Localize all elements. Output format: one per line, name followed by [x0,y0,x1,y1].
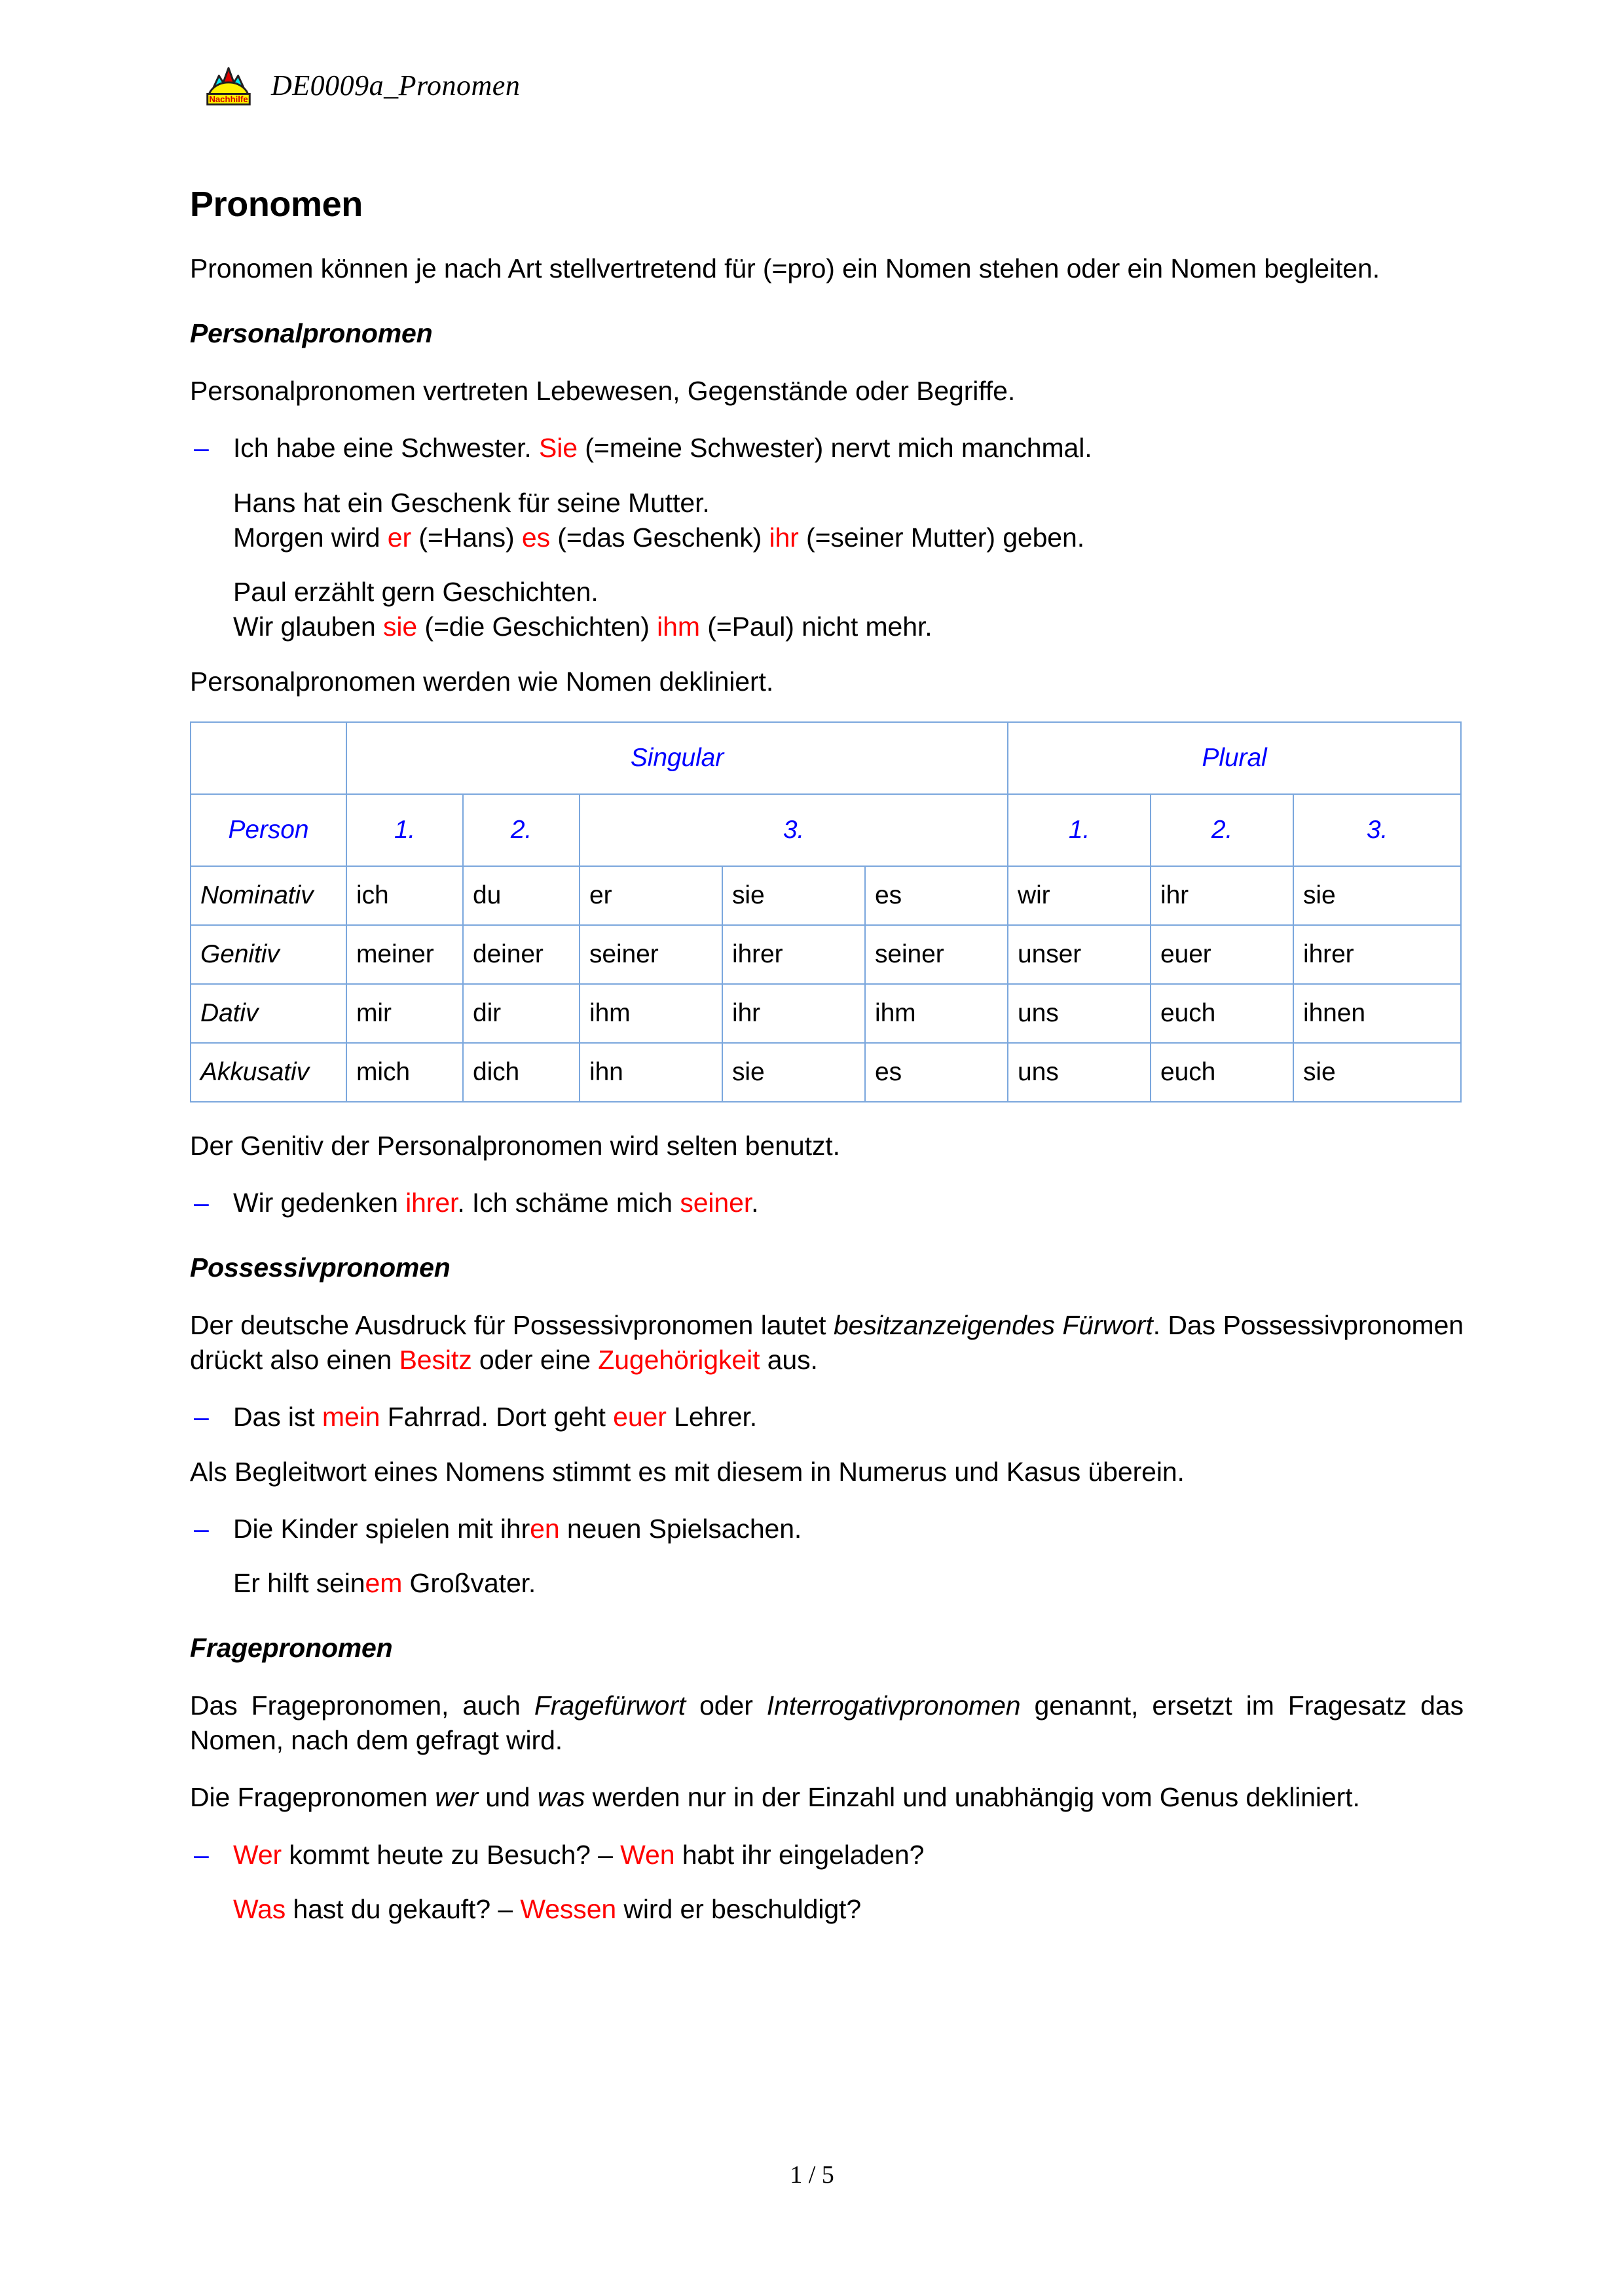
text-fragment: (=seiner Mutter) geben. [798,522,1085,553]
list-item [190,1400,1464,1434]
table-row-person-header [191,794,1461,866]
highlight-token: sie [382,611,418,642]
text-fragment: Morgen wird [233,522,388,553]
possessivpronomen-paragraph [190,1308,1464,1378]
table-row [191,1043,1461,1102]
bullet-dash-icon: – [194,1839,209,1870]
table-cell: dir [463,984,580,1043]
table-cell: euer [1151,925,1293,984]
table-row [191,866,1461,925]
nachhilfe-logo-icon [204,64,253,107]
text-fragment: habt ihr eingeladen? [674,1839,925,1870]
declension-table [190,721,1462,1102]
table-cell: wir [1008,866,1151,925]
highlight-token: en [530,1513,560,1544]
table-header-plural: Plural [1008,722,1461,794]
text-fragment: (=die Geschichten) [417,611,657,642]
table-header-person-3sg: 3. [580,794,1008,866]
table-cell: ihr [1151,866,1293,925]
fragepronomen-paragraph-2 [190,1780,1464,1815]
table-row-label: Akkusativ [191,1043,346,1102]
table-cell: seiner [580,925,722,984]
table-cell: sie [1293,866,1461,925]
page-title: Pronomen [190,185,363,224]
text-fragment: (=meine Schwester) nervt mich manchmal. [578,433,1092,464]
text-fragment: wird er beschuldigt? [616,1893,862,1924]
highlight-token: Besitz [399,1345,472,1376]
text-fragment: . [751,1188,759,1218]
document-body [190,185,1464,1946]
bullet-dash-icon: – [194,1513,209,1544]
table-cell: ihr [722,984,865,1043]
table-header-person: Person [191,794,346,866]
text-fragment: kommt heute zu Besuch? – [282,1839,621,1870]
table-row-label: Genitiv [191,925,346,984]
text-fragment: Ich habe eine Schwester. [233,433,540,464]
highlight-token: mein [322,1402,380,1432]
text-fragment: und [478,1782,538,1813]
table-cell: ihm [865,984,1008,1043]
text-fragment: Die Fragepronomen [190,1782,435,1813]
document-code-label: DE0009a_Pronomen [271,69,521,101]
table-cell: uns [1008,1043,1151,1102]
text-fragment: (=das Geschenk) [550,522,769,553]
italic-term: besitzanzeigendes Fürwort [833,1309,1153,1340]
table-cell: er [580,866,722,925]
example-block [190,486,1464,556]
table-cell: mir [346,984,463,1043]
page-footer [0,2160,1624,2189]
table-header-singular: Singular [346,722,1008,794]
table-cell: ihrer [722,925,865,984]
example-line [233,520,1464,555]
text-fragment: (=Paul) nicht mehr. [699,611,932,642]
example-line: Paul erzählt gern Geschichten. [233,577,599,608]
table-cell: ihnen [1293,984,1461,1043]
text-fragment: hast du gekauft? – [286,1893,521,1924]
text-fragment: . Ich schäme mich [457,1188,680,1218]
table-header-person-1pl: 1. [1008,794,1151,866]
table-cell: dich [463,1043,580,1102]
highlight-token: Sie [539,433,578,464]
bullet-dash-icon: – [194,1188,209,1218]
table-header-person-2sg: 2. [463,794,580,866]
table-cell: uns [1008,984,1151,1043]
section-heading-fragepronomen: Fragepronomen [190,1632,393,1663]
after-table-paragraph: Der Genitiv der Personalpronomen wird selten benutzt. [190,1130,840,1161]
text-fragment: Wir glauben [233,611,383,642]
highlight-token: seiner [680,1188,752,1218]
text-fragment: Großvater. [402,1568,536,1599]
table-cell: es [865,1043,1008,1102]
table-cell: sie [1293,1043,1461,1102]
highlight-token: em [365,1568,403,1599]
list-item [190,1186,1464,1220]
bullet-text [233,1512,1464,1546]
table-cell: mich [346,1043,463,1102]
list-item [190,431,1464,465]
svg-text:Nachhilfe: Nachhilfe [209,94,248,104]
highlight-token: ihm [657,611,700,642]
text-fragment: oder [686,1690,767,1721]
text-fragment: oder eine [471,1345,599,1376]
table-row [191,984,1461,1043]
table-header-person-2pl: 2. [1151,794,1293,866]
document-header [204,64,520,107]
fragepronomen-paragraph-1 [190,1688,1464,1758]
personalpronomen-lead: Personalpronomen vertreten Lebewesen, Gegenstände oder Begriffe. [190,375,1016,406]
intro-paragraph: Pronomen können je nach Art stellvertretend für (=pro) ein Nomen stehen oder ein Nomen begleiten. [190,253,1380,284]
table-header-person-3pl: 3. [1293,794,1461,866]
table-cell: meiner [346,925,463,984]
table-cell: unser [1008,925,1151,984]
table-row-number-header [191,722,1461,794]
example-block [190,1566,1464,1601]
possessivpronomen-paragraph-2: Als Begleitwort eines Nomens stimmt es mit diesem in Numerus und Kasus überein. [190,1456,1185,1487]
table-cell-empty [191,722,346,794]
text-fragment: neuen Spielsachen. [559,1513,802,1544]
highlight-token: ihrer [405,1188,458,1218]
example-line [233,610,1464,644]
text-fragment: Die Kinder spielen mit ihr [233,1513,530,1544]
bullet-dash-icon: – [194,1402,209,1432]
table-header-person-1sg: 1. [346,794,463,866]
italic-term: was [537,1782,585,1813]
bullet-text [233,1838,1464,1872]
table-cell: ihn [580,1043,722,1102]
table-row-label: Dativ [191,984,346,1043]
text-fragment: Er hilft sein [233,1568,365,1599]
section-heading-personalpronomen: Personalpronomen [190,318,433,348]
text-fragment: Lehrer. [666,1402,758,1432]
text-fragment: Das Fragepronomen, auch [190,1690,534,1721]
list-item [190,1512,1464,1546]
italic-term: Interrogativpronomen [766,1690,1021,1721]
bullet-text [233,1186,1464,1220]
italic-term: Fragefürwort [534,1690,686,1721]
table-lead-paragraph: Personalpronomen werden wie Nomen dekliniert. [190,666,774,697]
table-cell: euch [1151,984,1293,1043]
section-heading-possessivpronomen: Possessivpronomen [190,1252,451,1283]
example-line [233,1566,1464,1601]
text-fragment: Der deutsche Ausdruck für Possessivpronomen lautet [190,1309,834,1340]
highlight-token: er [387,522,412,553]
bullet-text [233,431,1464,465]
table-cell: sie [722,1043,865,1102]
text-fragment: Wir gedenken [233,1188,406,1218]
list-item [190,1838,1464,1872]
table-cell: ihrer [1293,925,1461,984]
bullet-dash-icon: – [194,433,209,464]
table-row-label: Nominativ [191,866,346,925]
highlight-token: ihr [769,522,799,553]
highlight-token: Was [233,1893,286,1924]
highlight-token: Wessen [520,1893,617,1924]
table-cell: seiner [865,925,1008,984]
text-fragment: (=Hans) [411,522,522,553]
highlight-token: Zugehörigkeit [598,1345,760,1376]
table-cell: ihm [580,984,722,1043]
text-fragment: . Das Possessivpronomen drückt also einen [190,1309,1464,1376]
page-number: 1 / 5 [790,2161,834,2189]
text-fragment: Fahrrad. Dort geht [380,1402,614,1432]
text-fragment: werden nur in der Einzahl und unabhängig vom Genus dekliniert. [585,1782,1360,1813]
table-row [191,925,1461,984]
table-cell: sie [722,866,865,925]
example-block [190,1892,1464,1927]
text-fragment: genannt, ersetzt im Fragesatz das Nomen, nach dem gefragt wird. [190,1690,1464,1755]
text-fragment: aus. [760,1345,818,1376]
example-line [233,1892,1464,1927]
table-cell: euch [1151,1043,1293,1102]
table-cell: ich [346,866,463,925]
bullet-text [233,1400,1464,1434]
table-cell: deiner [463,925,580,984]
highlight-token: euer [613,1402,667,1432]
text-fragment: Das ist [233,1402,322,1432]
highlight-token: es [521,522,551,553]
table-cell: du [463,866,580,925]
italic-term: wer [435,1782,478,1813]
highlight-token: Wen [620,1839,675,1870]
highlight-token: Wer [233,1839,282,1870]
example-line: Hans hat ein Geschenk für seine Mutter. [233,487,710,518]
example-block [190,575,1464,645]
table-cell: es [865,866,1008,925]
